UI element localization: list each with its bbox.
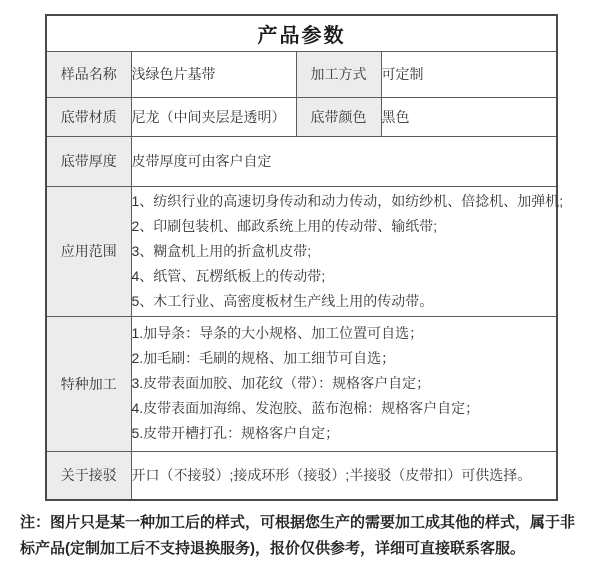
application-range-line: 4、纸管、瓦楞纸板上的传动带;: [131, 267, 326, 284]
table-row: [46, 316, 557, 451]
page-title: 产品参数: [46, 15, 557, 51]
label-application-range: 应用范围: [46, 186, 131, 316]
special-processing-line: 3.皮带表面加胶、加花纹（带）：规格客户自定；: [131, 375, 431, 391]
application-range-line: 1、纺织行业的高速切身传动和动力传动，如纺纱机、倍捻机、加弹机;: [131, 192, 564, 209]
special-processing-line: 2.加毛刷：毛刷的规格、加工细节可自选；: [131, 350, 396, 366]
label-special-processing: 特种加工: [46, 316, 131, 451]
application-range-line: 3、糊盒机上用的折盒机皮带;: [131, 242, 312, 259]
footnote: 注：图片只是某一种加工后的样式，可根据您生产的需要加工成其他的样式，属于非标产品(定制加工后不支持退换服务)，报价仅供参考，详细可直接联系客服。: [20, 514, 576, 557]
label-sample-name: 样品名称: [46, 51, 131, 97]
special-processing-line: 1.加导条：导条的大小规格、加工位置可自选；: [131, 325, 424, 341]
application-range-line: 2、印刷包装机、邮政系统上用的传动带、输纸带;: [131, 217, 438, 234]
value-base-color: 黑色: [381, 97, 557, 136]
label-base-thickness: 底带厚度: [46, 136, 131, 186]
label-base-material: 底带材质: [46, 97, 131, 136]
value-sample-name: 浅绿色片基带: [131, 51, 296, 97]
special-processing-line: 5.皮带开槽打孔：规格客户自定；: [131, 425, 340, 441]
value-about-splicing: 开口（不接驳）;接成环形（接驳）;半接驳（皮带扣）可供选择。: [131, 451, 557, 500]
table-row: [46, 451, 557, 500]
table-row: [46, 136, 557, 186]
table-row: [46, 97, 557, 136]
application-range-line: 5、木工行业、高密度板材生产线上用的传动带。: [131, 292, 434, 309]
special-processing-line: 4.皮带表面加海绵、发泡胶、蓝布泡棉：规格客户自定；: [131, 400, 480, 416]
value-base-thickness: 皮带厚度可由客户自定: [131, 136, 557, 186]
product-spec-table: [45, 14, 564, 501]
value-base-material: 尼龙（中间夹层是透明）: [131, 97, 296, 136]
value-application-range: [131, 186, 564, 316]
table-row: [46, 51, 557, 97]
label-about-splicing: 关于接驳: [46, 451, 131, 500]
label-base-color: 底带颜色: [296, 97, 381, 136]
table-row: [46, 186, 557, 316]
value-processing-method: 可定制: [381, 51, 557, 97]
label-processing-method: 加工方式: [296, 51, 381, 97]
value-special-processing: [131, 316, 557, 451]
